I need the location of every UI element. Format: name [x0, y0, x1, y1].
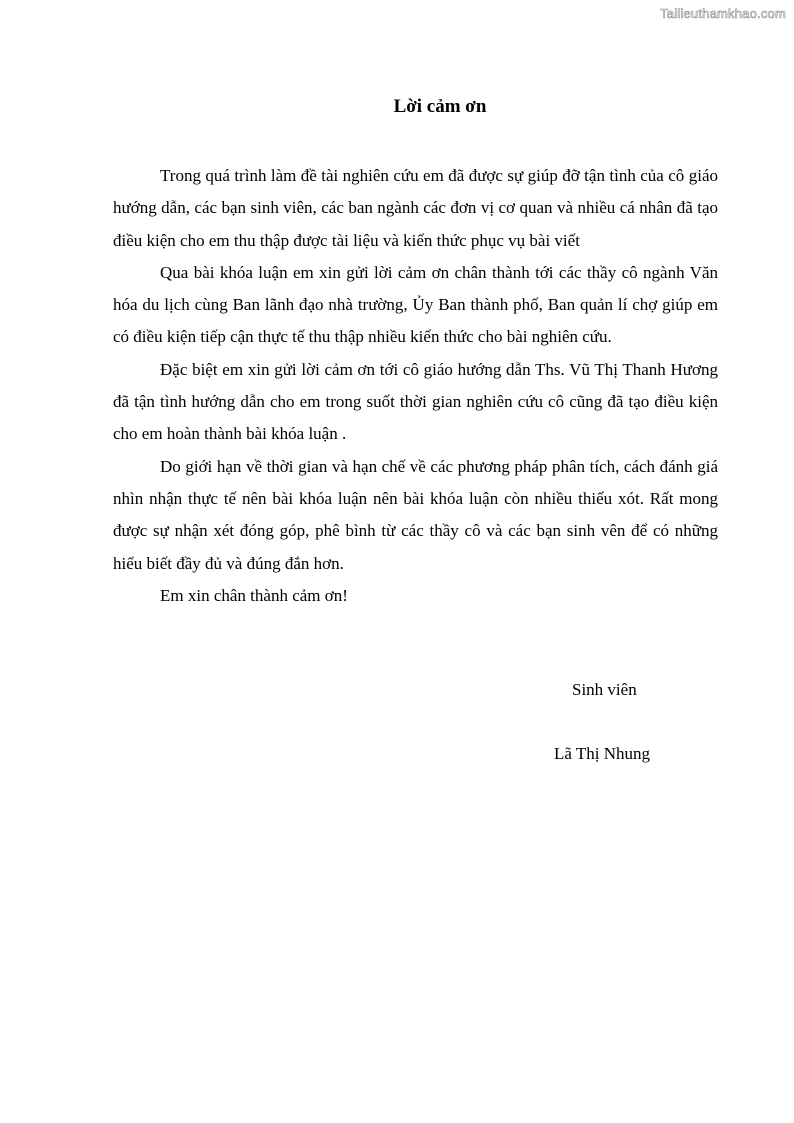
closing-line: Em xin chân thành cảm ơn! [160, 585, 348, 605]
signature-role: Sinh viên [572, 680, 637, 699]
paragraph: Qua bài khóa luận em xin gửi lời cảm ơn chân thành tới các thầy cô ngành Văn hóa du lịch cùng Ban lãnh đạo nhà trường, Ủy Ban thành phố, Ban quản lí chợ giúp em có điều kiện tiếp cận thực tế thu thập nhiều kiến thức cho bài nghiên cứu. [113, 262, 718, 347]
watermark: Tailieuthamkhao.com [660, 6, 786, 21]
signature-name: Lã Thị Nhung [554, 744, 651, 763]
page-title: Lời cảm ơn [393, 96, 487, 117]
paragraph: Đặc biệt em xin gửi lời cảm ơn tới cô giáo hướng dẫn Ths. Vũ Thị Thanh Hương đã tận tình hướng dẫn cho em trong suốt thời gian nghiên cứu cô cũng đã tạo điều kiện cho em hoàn thành bài khóa luận . [113, 359, 718, 444]
document-body [113, 160, 718, 612]
paragraph: Trong quá trình làm đề tài nghiên cứu em đã được sự giúp đỡ tận tình của cô giáo hướng dẫn, các bạn sinh viên, các ban ngành các đơn vị cơ quan và nhiều cá nhân đã tạo điều kiện cho em thu thập được tài liệu và kiến thức phục vụ bài viết [113, 166, 718, 250]
paragraph: Do giới hạn về thời gian và hạn chế về các phương pháp phân tích, cách đánh giá nhìn nhận thực tế nên bài khóa luận nên bài khóa luận còn nhiều thiếu xót. Rất mong được sự nhận xét đóng góp, phê bình từ các thầy cô và các bạn sinh vên để có những hiểu biết đầy đủ và đúng đắn hơn. [113, 456, 718, 573]
